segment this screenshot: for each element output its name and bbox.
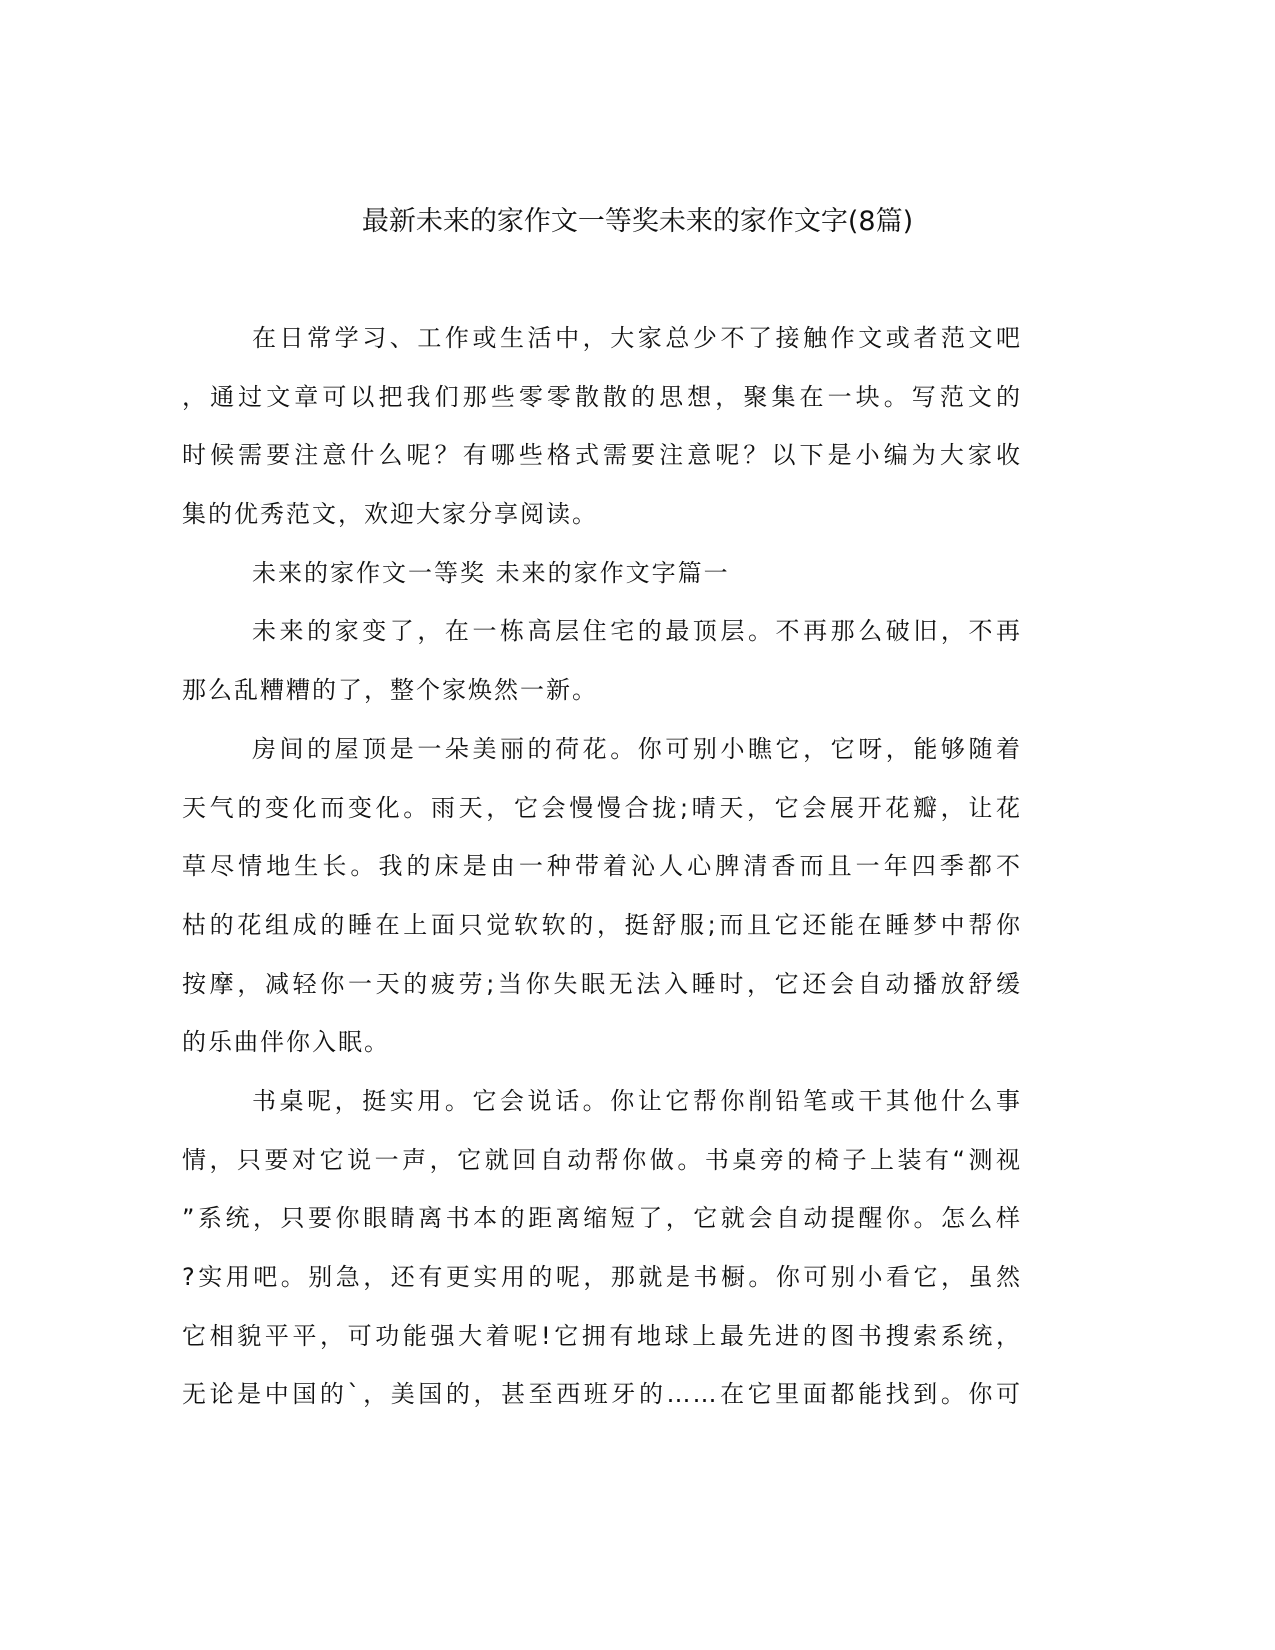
text-line: 房间的屋顶是一朵美丽的荷花。你可别小瞧它，它呀，能够随着 [252, 734, 1022, 763]
text-line: 集的优秀范文，欢迎大家分享阅读。 [182, 500, 598, 529]
text-line: 草尽情地生长。我的床是由一种带着沁人心脾清香而且一年四季都不 [182, 852, 1022, 881]
text-line: 未来的家变了，在一栋高层住宅的最顶层。不再那么破旧，不再 [252, 617, 1022, 646]
text-line: 未来的家作文一等奖 未来的家作文字篇一 [252, 558, 730, 587]
document-title: 最新未来的家作文一等奖未来的家作文字(8篇) [361, 206, 914, 237]
text-line: 天气的变化而变化。雨天，它会慢慢合拢;晴天，它会展开花瓣，让花 [182, 793, 1022, 822]
text-line: ”系统，只要你眼睛离书本的距离缩短了，它就会自动提醒你。怎么样 [182, 1204, 1022, 1233]
text-line: ?实用吧。别急，还有更实用的呢，那就是书橱。你可别小看它，虽然 [182, 1263, 1022, 1291]
document-body [182, 309, 1022, 1424]
text-line: 在日常学习、工作或生活中，大家总少不了接触作文或者范文吧 [252, 324, 1022, 352]
text-line: 按摩，减轻你一天的疲劳;当你失眠无法入睡时，它还会自动播放舒缓 [182, 969, 1022, 998]
text-line: 它相貌平平，可功能强大着呢!它拥有地球上最先进的图书搜索系统， [182, 1321, 1022, 1350]
text-line: 枯的花组成的睡在上面只觉软软的，挺舒服;而且它还能在睡梦中帮你 [182, 910, 1022, 939]
text-line: 的乐曲伴你入眠。 [182, 1028, 390, 1057]
text-line: 书桌呢，挺实用。它会说话。你让它帮你削铅笔或干其他什么事 [252, 1086, 1022, 1115]
text-line: 情，只要对它说一声，它就回自动帮你做。书桌旁的椅子上装有“测视 [182, 1145, 1022, 1174]
text-line: 时候需要注意什么呢？有哪些格式需要注意呢？以下是小编为大家收 [182, 441, 1022, 470]
text-line: 无论是中国的`，美国的，甚至西班牙的……在它里面都能找到。你可 [182, 1380, 1022, 1409]
text-line: ，通过文章可以把我们那些零零散散的思想，聚集在一块。写范文的 [182, 382, 1022, 411]
text-line: 那么乱糟糟的了，整个家焕然一新。 [182, 676, 598, 705]
